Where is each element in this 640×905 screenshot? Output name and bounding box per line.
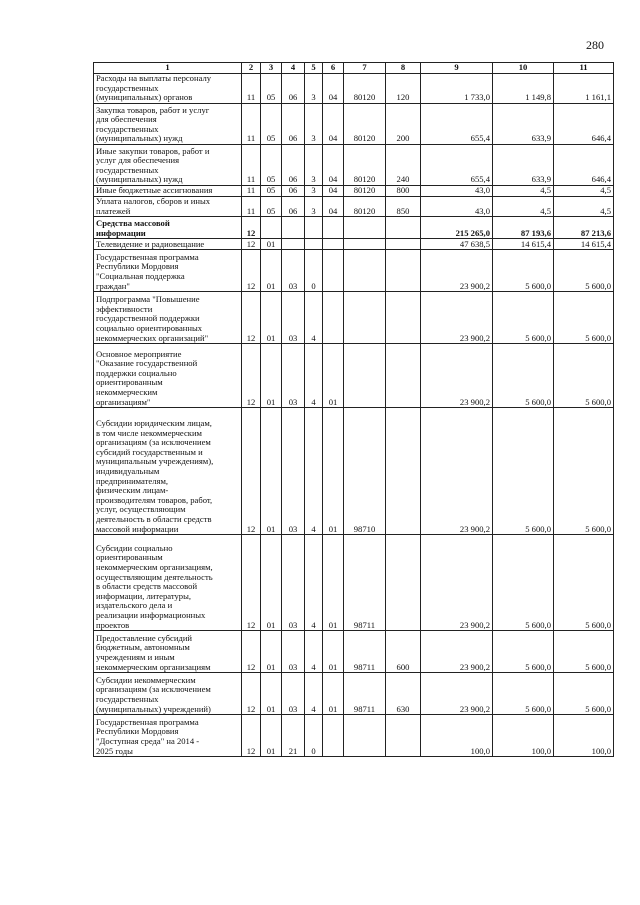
amount-cell-c9: 23 900,2: [421, 631, 493, 673]
code-cell-c3: 01: [261, 715, 282, 757]
code-cell-c6: 04: [323, 74, 344, 104]
table-row: [94, 239, 614, 250]
amount-cell-c9: 23 900,2: [421, 250, 493, 292]
amount-cell-c10: 5 600,0: [493, 250, 554, 292]
code-cell-c7: 98711: [344, 535, 386, 631]
code-cell-c2: 11: [242, 145, 261, 186]
budget-table: [93, 62, 614, 757]
table-row: [94, 217, 614, 239]
code-cell-c4: 03: [282, 673, 305, 715]
header-cell: 1: [94, 63, 242, 74]
code-cell-c8: 850: [386, 197, 421, 217]
code-cell-c4: 03: [282, 408, 305, 535]
page-number: 280: [586, 38, 604, 52]
amount-cell-c9: 655,4: [421, 104, 493, 145]
code-cell-c2: 11: [242, 186, 261, 197]
amount-cell-c9: 47 638,5: [421, 239, 493, 250]
code-cell-c7: [344, 239, 386, 250]
table-row: [94, 104, 614, 145]
table-row: [94, 631, 614, 673]
code-cell-c8: [386, 344, 421, 408]
code-cell-c5: [305, 217, 323, 239]
row-name: Иные закупки товаров, работ и услуг для обеспечения государственных (муниципальных) нужд: [94, 145, 242, 186]
code-cell-c6: [323, 292, 344, 344]
amount-cell-c11: 14 615,4: [554, 239, 614, 250]
code-cell-c5: 4: [305, 408, 323, 535]
code-cell-c2: 12: [242, 631, 261, 673]
code-cell-c4: 03: [282, 631, 305, 673]
code-cell-c5: 4: [305, 344, 323, 408]
code-cell-c6: 01: [323, 344, 344, 408]
code-cell-c6: 01: [323, 631, 344, 673]
code-cell-c4: 03: [282, 292, 305, 344]
code-cell-c8: [386, 250, 421, 292]
code-cell-c7: 98711: [344, 631, 386, 673]
code-cell-c5: 0: [305, 715, 323, 757]
code-cell-c4: [282, 217, 305, 239]
amount-cell-c9: 23 900,2: [421, 535, 493, 631]
code-cell-c7: 80120: [344, 74, 386, 104]
code-cell-c3: 01: [261, 408, 282, 535]
row-name: Субсидии некоммерческим организациям (за исключением государственных (муниципальных) учреждений): [94, 673, 242, 715]
amount-cell-c10: 5 600,0: [493, 673, 554, 715]
code-cell-c4: 21: [282, 715, 305, 757]
code-cell-c3: 01: [261, 535, 282, 631]
amount-cell-c10: 5 600,0: [493, 344, 554, 408]
header-cell: 7: [344, 63, 386, 74]
table-row: [94, 250, 614, 292]
amount-cell-c11: 1 161,1: [554, 74, 614, 104]
header-cell: 11: [554, 63, 614, 74]
code-cell-c4: 06: [282, 104, 305, 145]
amount-cell-c10: 5 600,0: [493, 631, 554, 673]
code-cell-c2: 12: [242, 673, 261, 715]
amount-cell-c9: 23 900,2: [421, 292, 493, 344]
code-cell-c4: 03: [282, 535, 305, 631]
row-name: Субсидии социально ориентированным некоммерческим организациям, осуществляющим деятельность в области средств массовой информации, литературы, издательского дела и реализации информационных проектов: [94, 535, 242, 631]
code-cell-c4: [282, 239, 305, 250]
header-cell: 3: [261, 63, 282, 74]
table-row: [94, 535, 614, 631]
row-name: Государственная программа Республики Мордовия "Социальная поддержка граждан": [94, 250, 242, 292]
code-cell-c2: 12: [242, 535, 261, 631]
amount-cell-c9: 23 900,2: [421, 344, 493, 408]
code-cell-c3: 01: [261, 239, 282, 250]
code-cell-c5: 3: [305, 145, 323, 186]
code-cell-c5: 4: [305, 535, 323, 631]
code-cell-c5: 3: [305, 104, 323, 145]
row-name: Субсидии юридическим лицам, в том числе некоммерческим организациям (за исключением субсидий государственным и муниципальным учреждениям), индивидуальным предпринимателям, физическим лицам- производителям товаров, работ, услуг, осуществляющим деятельность в области средств массовой информации: [94, 408, 242, 535]
amount-cell-c11: 5 600,0: [554, 292, 614, 344]
code-cell-c8: 630: [386, 673, 421, 715]
code-cell-c8: [386, 715, 421, 757]
code-cell-c6: 01: [323, 535, 344, 631]
code-cell-c6: [323, 250, 344, 292]
code-cell-c7: 80120: [344, 104, 386, 145]
amount-cell-c10: 100,0: [493, 715, 554, 757]
header-cell: 2: [242, 63, 261, 74]
code-cell-c5: 3: [305, 197, 323, 217]
code-cell-c2: 12: [242, 344, 261, 408]
code-cell-c8: [386, 535, 421, 631]
amount-cell-c10: 4,5: [493, 186, 554, 197]
code-cell-c2: 12: [242, 239, 261, 250]
code-cell-c7: 80120: [344, 197, 386, 217]
code-cell-c5: 4: [305, 292, 323, 344]
row-name: Подпрограмма "Повышение эффективности государственной поддержки социально ориентированных некоммерческих организаций": [94, 292, 242, 344]
row-name: Иные бюджетные ассигнования: [94, 186, 242, 197]
code-cell-c7: [344, 344, 386, 408]
code-cell-c7: 98710: [344, 408, 386, 535]
amount-cell-c10: 1 149,8: [493, 74, 554, 104]
code-cell-c8: [386, 408, 421, 535]
code-cell-c8: [386, 217, 421, 239]
code-cell-c4: 06: [282, 145, 305, 186]
code-cell-c4: 06: [282, 74, 305, 104]
code-cell-c2: 12: [242, 715, 261, 757]
code-cell-c7: [344, 217, 386, 239]
header-cell: 6: [323, 63, 344, 74]
code-cell-c6: 04: [323, 186, 344, 197]
code-cell-c3: 01: [261, 344, 282, 408]
code-cell-c6: 04: [323, 197, 344, 217]
table-row: [94, 197, 614, 217]
code-cell-c3: 05: [261, 74, 282, 104]
code-cell-c3: 01: [261, 673, 282, 715]
amount-cell-c10: 633,9: [493, 104, 554, 145]
code-cell-c5: 4: [305, 631, 323, 673]
amount-cell-c11: 646,4: [554, 104, 614, 145]
table-row: [94, 145, 614, 186]
row-name: Закупка товаров, работ и услуг для обеспечения государственных (муниципальных) нужд: [94, 104, 242, 145]
amount-cell-c11: 5 600,0: [554, 535, 614, 631]
code-cell-c8: 240: [386, 145, 421, 186]
code-cell-c5: 3: [305, 186, 323, 197]
amount-cell-c9: 43,0: [421, 186, 493, 197]
row-name: Предоставление субсидий бюджетным, автономным учреждениям и иным некоммерческим организациям: [94, 631, 242, 673]
code-cell-c7: [344, 715, 386, 757]
code-cell-c3: 01: [261, 631, 282, 673]
code-cell-c4: 06: [282, 197, 305, 217]
amount-cell-c11: 646,4: [554, 145, 614, 186]
code-cell-c8: 600: [386, 631, 421, 673]
code-cell-c6: 04: [323, 145, 344, 186]
code-cell-c2: 12: [242, 217, 261, 239]
code-cell-c3: 05: [261, 145, 282, 186]
header-cell: 4: [282, 63, 305, 74]
amount-cell-c11: 100,0: [554, 715, 614, 757]
code-cell-c6: [323, 715, 344, 757]
amount-cell-c9: 43,0: [421, 197, 493, 217]
code-cell-c8: [386, 239, 421, 250]
code-cell-c7: 98711: [344, 673, 386, 715]
code-cell-c2: 11: [242, 197, 261, 217]
code-cell-c3: 05: [261, 197, 282, 217]
row-name: Средства массовой информации: [94, 217, 242, 239]
amount-cell-c10: 633,9: [493, 145, 554, 186]
amount-cell-c11: 4,5: [554, 186, 614, 197]
code-cell-c5: 4: [305, 673, 323, 715]
amount-cell-c9: 215 265,0: [421, 217, 493, 239]
code-cell-c3: 01: [261, 250, 282, 292]
row-name: Телевидение и радиовещание: [94, 239, 242, 250]
row-name: Расходы на выплаты персоналу государственных (муниципальных) органов: [94, 74, 242, 104]
table-row: [94, 186, 614, 197]
code-cell-c6: 01: [323, 673, 344, 715]
amount-cell-c11: 5 600,0: [554, 250, 614, 292]
code-cell-c8: 120: [386, 74, 421, 104]
code-cell-c4: 03: [282, 250, 305, 292]
code-cell-c8: [386, 292, 421, 344]
code-cell-c2: 12: [242, 292, 261, 344]
code-cell-c6: 01: [323, 408, 344, 535]
code-cell-c7: 80120: [344, 186, 386, 197]
amount-cell-c11: 5 600,0: [554, 673, 614, 715]
table-row: [94, 344, 614, 408]
amount-cell-c10: 5 600,0: [493, 408, 554, 535]
amount-cell-c10: 5 600,0: [493, 292, 554, 344]
code-cell-c8: 800: [386, 186, 421, 197]
amount-cell-c11: 5 600,0: [554, 408, 614, 535]
amount-cell-c10: 5 600,0: [493, 535, 554, 631]
table-row: [94, 74, 614, 104]
amount-cell-c9: 100,0: [421, 715, 493, 757]
table-row: [94, 408, 614, 535]
amount-cell-c11: 5 600,0: [554, 344, 614, 408]
amount-cell-c11: 5 600,0: [554, 631, 614, 673]
code-cell-c3: 01: [261, 292, 282, 344]
code-cell-c2: 12: [242, 250, 261, 292]
code-cell-c6: [323, 217, 344, 239]
code-cell-c4: 03: [282, 344, 305, 408]
table-row: [94, 673, 614, 715]
header-cell: 8: [386, 63, 421, 74]
table-header-row: [94, 63, 614, 74]
amount-cell-c9: 23 900,2: [421, 673, 493, 715]
code-cell-c6: 04: [323, 104, 344, 145]
amount-cell-c10: 87 193,6: [493, 217, 554, 239]
header-cell: 5: [305, 63, 323, 74]
row-name: Государственная программа Республики Мордовия "Доступная среда" на 2014 - 2025 годы: [94, 715, 242, 757]
amount-cell-c10: 4,5: [493, 197, 554, 217]
code-cell-c6: [323, 239, 344, 250]
amount-cell-c11: 4,5: [554, 197, 614, 217]
code-cell-c3: [261, 217, 282, 239]
amount-cell-c9: 1 733,0: [421, 74, 493, 104]
code-cell-c3: 05: [261, 186, 282, 197]
row-name: Основное мероприятие "Оказание государственной поддержки социально ориентированным некоммерческим организациям": [94, 344, 242, 408]
header-cell: 9: [421, 63, 493, 74]
code-cell-c8: 200: [386, 104, 421, 145]
row-name: Уплата налогов, сборов и иных платежей: [94, 197, 242, 217]
code-cell-c4: 06: [282, 186, 305, 197]
table-row: [94, 292, 614, 344]
code-cell-c5: 0: [305, 250, 323, 292]
code-cell-c3: 05: [261, 104, 282, 145]
amount-cell-c11: 87 213,6: [554, 217, 614, 239]
code-cell-c7: [344, 250, 386, 292]
amount-cell-c10: 14 615,4: [493, 239, 554, 250]
code-cell-c2: 12: [242, 408, 261, 535]
code-cell-c2: 11: [242, 104, 261, 145]
code-cell-c7: [344, 292, 386, 344]
code-cell-c2: 11: [242, 74, 261, 104]
code-cell-c7: 80120: [344, 145, 386, 186]
code-cell-c5: [305, 239, 323, 250]
table-row: [94, 715, 614, 757]
amount-cell-c9: 23 900,2: [421, 408, 493, 535]
header-cell: 10: [493, 63, 554, 74]
amount-cell-c9: 655,4: [421, 145, 493, 186]
code-cell-c5: 3: [305, 74, 323, 104]
